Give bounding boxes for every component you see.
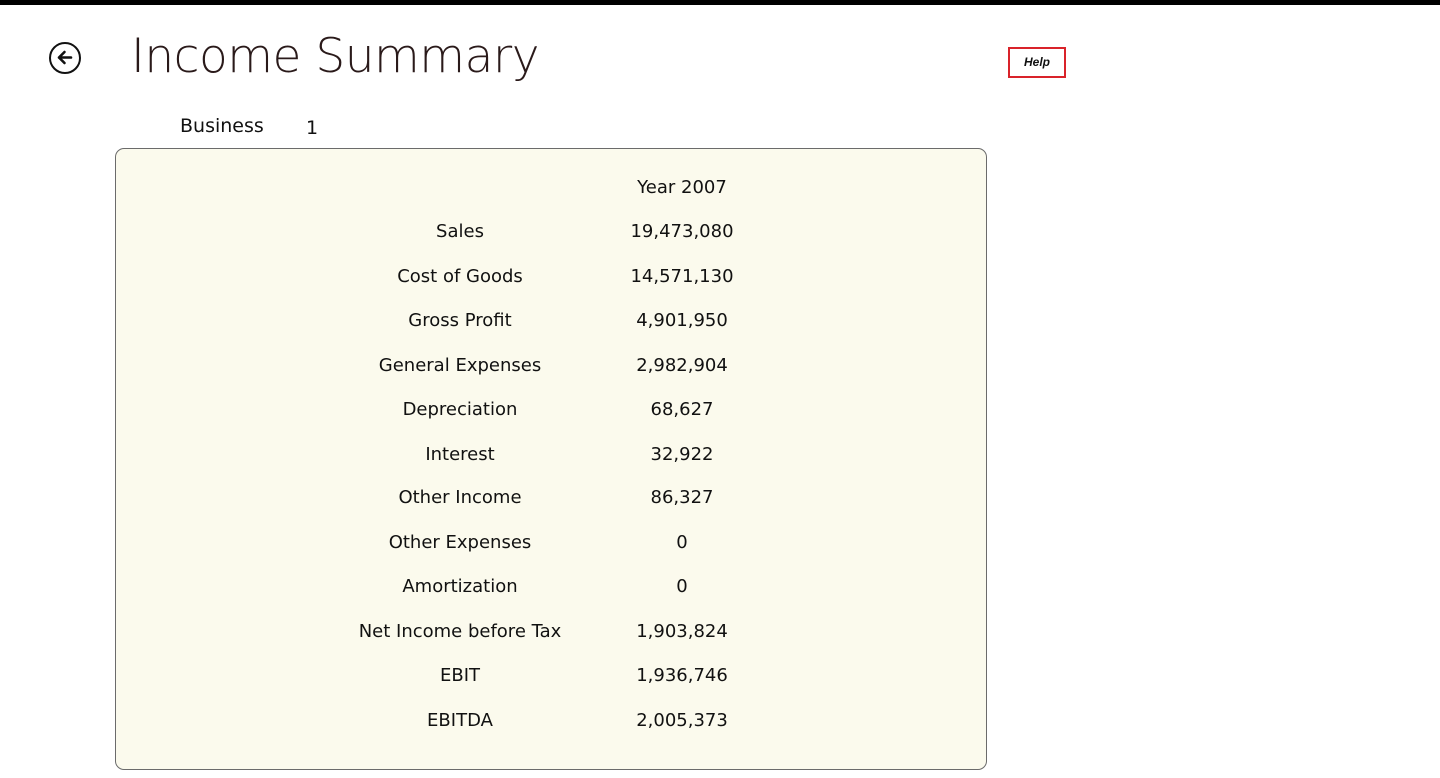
row-value-general-expenses: 2,982,904 xyxy=(636,355,728,376)
page-title: Income Summary xyxy=(131,29,540,84)
row-value-cost-of-goods: 14,571,130 xyxy=(630,266,734,287)
row-value-amortization: 0 xyxy=(676,576,688,597)
row-label-net-income-before-tax: Net Income before Tax xyxy=(358,621,562,642)
row-value-other-expenses: 0 xyxy=(676,532,688,553)
business-label: Business xyxy=(180,115,264,137)
row-label-ebitda: EBITDA xyxy=(427,710,493,731)
back-button[interactable] xyxy=(49,42,81,74)
row-label-amortization: Amortization xyxy=(402,576,518,597)
row-value-interest: 32,922 xyxy=(650,444,714,465)
row-value-gross-profit: 4,901,950 xyxy=(636,310,728,331)
row-label-general-expenses: General Expenses xyxy=(378,355,542,376)
row-label-interest: Interest xyxy=(425,444,495,465)
row-value-ebitda: 2,005,373 xyxy=(636,710,728,731)
row-value-other-income: 86,327 xyxy=(650,487,714,508)
top-bar xyxy=(0,0,1440,5)
row-label-gross-profit: Gross Profit xyxy=(408,310,512,331)
row-label-ebit: EBIT xyxy=(439,665,481,686)
row-value-ebit: 1,936,746 xyxy=(636,665,728,686)
row-value-sales: 19,473,080 xyxy=(630,221,734,242)
row-label-sales: Sales xyxy=(436,221,484,242)
business-value: 1 xyxy=(306,117,319,139)
row-value-net-income-before-tax: 1,903,824 xyxy=(636,621,728,642)
back-arrow-icon xyxy=(56,49,73,66)
row-label-other-income: Other Income xyxy=(398,487,522,508)
row-label-cost-of-goods: Cost of Goods xyxy=(397,266,523,287)
year-column-header: Year 2007 xyxy=(637,177,727,198)
help-button[interactable]: Help xyxy=(1008,47,1066,78)
row-label-other-expenses: Other Expenses xyxy=(388,532,532,553)
row-value-depreciation: 68,627 xyxy=(650,399,714,420)
row-label-depreciation: Depreciation xyxy=(402,399,518,420)
